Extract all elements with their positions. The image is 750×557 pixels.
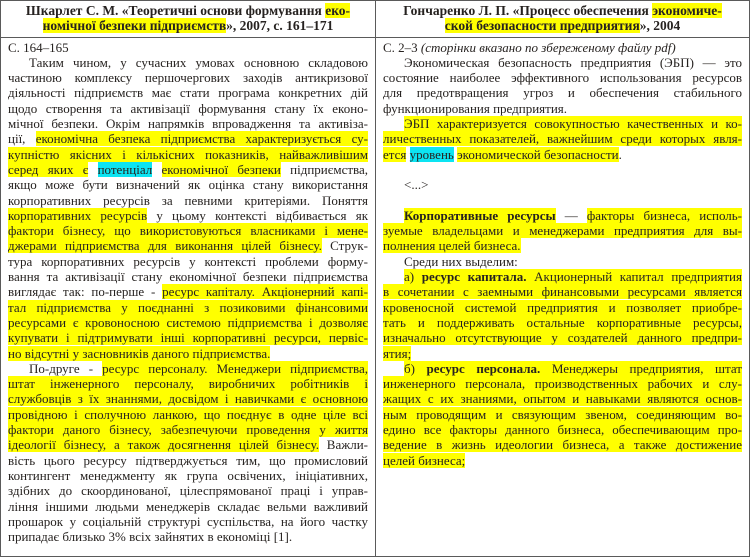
text-run: », 2007, с. 161–171 xyxy=(226,18,334,34)
highlighted-text-run: уровень xyxy=(409,146,454,162)
text-run: С. 2–3 xyxy=(383,39,421,55)
left-body-line xyxy=(8,514,368,529)
left-body-line xyxy=(8,315,368,330)
highlighted-text-run: б) xyxy=(404,360,427,376)
left-body-line xyxy=(8,437,368,452)
right-body-line xyxy=(383,300,742,315)
right-body-line xyxy=(383,116,742,131)
text-run: », 2004 xyxy=(639,18,681,34)
highlighted-text-run: економічна безпека підприємства характеризується су- xyxy=(35,131,369,147)
text-run: По-друге - xyxy=(29,360,103,376)
left-body-line xyxy=(8,391,368,406)
highlighted-text-run: полнения целей бизнеса. xyxy=(383,238,521,254)
highlighted-text-run: ской безопасности предприятия xyxy=(444,18,640,34)
text-run: Шкарлет С. М. «Теоретичні основи формування xyxy=(25,3,326,18)
text-run: Гончаренко Л. П. «Процесс обеспечения xyxy=(403,3,653,18)
text-run: для предотвращения угроз и обеспечения стабильного xyxy=(383,85,742,101)
right-body-line xyxy=(383,162,742,177)
text-run: у цьому контексті відбивається як xyxy=(147,207,369,223)
highlighted-text-run: тал підприємства у поєднанні з позиковими фінансовими xyxy=(8,299,368,315)
highlighted-text-run: кровеносной системой предприятия и позволяет приобре- xyxy=(383,299,742,315)
right-body-line xyxy=(383,269,742,284)
highlighted-text-run: фактори бізнесу, що використовуються власниками і мене- xyxy=(8,223,368,239)
left-body-line xyxy=(8,85,368,100)
right-body-line xyxy=(383,422,742,437)
text-run: С. 164–165 xyxy=(8,39,69,55)
highlighted-text-run: штат інженерного персоналу, виробничих робітників і xyxy=(8,376,368,392)
highlighted-text-run: економічної безпеки xyxy=(161,161,281,177)
highlighted-text-run: джерами підприємства для виконання цілей бізнесу. xyxy=(8,238,322,254)
text-run: ління іншими людьми менеджерів складає вельми важливий xyxy=(8,498,368,514)
highlighted-text-run: ресурсами є кровоносною системою підприємства і дозволяє xyxy=(8,314,368,330)
text-run: вання та активізації стану економічної безпеки підприємства xyxy=(8,269,368,285)
highlighted-text-run: зуемые владельцами и менеджерами предприятия для вы- xyxy=(383,223,742,239)
right-body-line xyxy=(383,131,742,146)
right-body-line xyxy=(383,330,742,345)
left-body-line xyxy=(8,208,368,223)
text-run: Экономическая безопасность предприятия (ЭБП) — это xyxy=(404,54,742,70)
text-run xyxy=(88,162,97,177)
highlighted-text-run: ятия; xyxy=(383,345,412,361)
highlighted-text-run: жащих с их знаниями, опытом и навыками являются основ- xyxy=(383,391,742,407)
highlighted-text-run: потенціал xyxy=(97,161,153,177)
right-body-line xyxy=(383,238,742,253)
right-body-line xyxy=(383,223,742,238)
highlighted-text-run: Корпоративные ресурсы xyxy=(404,207,556,223)
highlighted-text-run: службовців з їх знаннями, досвідом і навичками є основною xyxy=(8,391,368,407)
text-run: діяльності підприємств має стати програма конкретних дій xyxy=(8,85,368,101)
highlighted-text-run: экономической безопасности xyxy=(457,146,619,162)
text-run: щодо створення та активізації формування стану їх еконо- xyxy=(8,100,368,116)
right-source-header xyxy=(376,1,749,38)
left-body-line xyxy=(8,116,368,131)
highlighted-text-run: купністю якісних і кількісних показників, найважливішим xyxy=(8,146,368,162)
right-body-line xyxy=(383,101,742,116)
highlighted-text-run: провідною і сполучною ланкою, що поєднує в одне ціле всі xyxy=(8,406,368,422)
left-body-line xyxy=(8,407,368,422)
highlighted-text-run: ресурс персонала. xyxy=(426,360,541,376)
highlighted-text-run: фактори даного бізнесу, забезпечуючи проведення у життя xyxy=(8,422,368,438)
text-run: підприємства, xyxy=(280,161,369,177)
highlighted-text-run: ресурс капіталу. Акціонерний капі- xyxy=(162,284,368,300)
highlighted-text-run: корпоративних ресурсів xyxy=(8,207,148,223)
left-body-line xyxy=(8,529,368,544)
text-run: частиною комплексу першочергових заходів антикризової xyxy=(8,70,368,86)
left-header-line xyxy=(7,18,369,33)
right-body-line xyxy=(383,85,742,100)
text-run: корпоративних ресурсів за певними критеріями. Поняття xyxy=(8,192,368,208)
left-body-line xyxy=(8,223,368,238)
highlighted-text-run: Акционерный капитал предприятия xyxy=(526,269,742,285)
right-body-line xyxy=(383,284,742,299)
highlighted-text-run: едино все факторы данного бизнеса, обеспечивающим про- xyxy=(383,422,742,438)
left-source-panel xyxy=(1,1,375,556)
left-body-line xyxy=(8,361,368,376)
text-run: ції, xyxy=(8,131,36,147)
left-body-line xyxy=(8,330,368,345)
right-header-line xyxy=(382,18,743,33)
right-header-line xyxy=(382,3,743,18)
highlighted-text-run: Менеджеры предприятия, штат xyxy=(540,360,742,376)
left-body-line xyxy=(8,269,368,284)
highlighted-text-run: ресурс капитала. xyxy=(421,269,527,285)
right-body-line xyxy=(383,193,742,208)
left-body-line xyxy=(8,300,368,315)
text-run xyxy=(152,162,161,177)
highlighted-text-run: ідеології бізнесу, а також досягнення цілей бізнесу. xyxy=(8,437,319,453)
right-body-line xyxy=(383,208,742,223)
right-body-line xyxy=(383,147,742,162)
text-run: Важли- xyxy=(318,437,368,453)
left-body-line xyxy=(8,254,368,269)
right-source-body xyxy=(376,38,749,468)
text-run: Струк- xyxy=(321,238,368,254)
text-run: функционирования предприятия. xyxy=(383,100,568,116)
right-body-line xyxy=(383,70,742,85)
left-body-line xyxy=(8,131,368,146)
left-body-line xyxy=(8,177,368,192)
right-body-line xyxy=(383,40,742,55)
right-body-line xyxy=(383,376,742,391)
highlighted-text-run: изначально отсутствующие у создателей данного предпри- xyxy=(383,330,742,346)
highlighted-text-run: тать и поддерживать остальные корпоративные ресурсы, xyxy=(383,314,742,330)
left-source-header xyxy=(1,1,375,38)
highlighted-text-run: ным проводящим и связующим звеном, соединяющим во- xyxy=(383,406,742,422)
text-run: прошарок у соціальній структурі суспільства, на його частку xyxy=(8,513,368,529)
text-run: состояние наиболее эффективного использования ресурсов xyxy=(383,70,742,86)
highlighted-text-run: ресурс персоналу. Менеджери підприємства, xyxy=(102,360,368,376)
text-run: вість цього ресурсу підтверджується тим, що промисловий xyxy=(8,452,368,468)
left-body-line xyxy=(8,483,368,498)
text-run: Таким чином, у сучасних умовах основною складовою xyxy=(29,54,368,70)
highlighted-text-run: экономиче- xyxy=(652,3,722,18)
right-body-line xyxy=(383,407,742,422)
left-source-body xyxy=(1,38,375,545)
highlighted-text-run: факторы бизнеса, исполь- xyxy=(586,207,743,223)
highlighted-text-run: но відсутні у засновників даного підприємства. xyxy=(8,345,271,361)
text-run: контингент менеджменту як група освічених, ініціативних, xyxy=(8,467,368,483)
right-body-line xyxy=(383,346,742,361)
right-source-panel xyxy=(375,1,749,556)
left-body-line xyxy=(8,284,368,299)
highlighted-text-run: еко- xyxy=(325,3,351,18)
text-run: . xyxy=(618,146,622,162)
highlighted-text-run: целей бизнеса; xyxy=(383,452,466,468)
text-run: (сторінки вказано по збереженому файлу pdf) xyxy=(420,39,676,55)
right-body-line xyxy=(383,55,742,70)
left-body-line xyxy=(8,55,368,70)
left-body-line xyxy=(8,162,368,177)
right-body-line xyxy=(383,361,742,376)
left-body-line xyxy=(8,40,368,55)
text-run: <...> xyxy=(404,177,429,193)
highlighted-text-run: инженерного персонала, производственных рабочих и слу- xyxy=(383,376,742,392)
text-run: Среди них выделим: xyxy=(404,253,518,269)
right-body-line xyxy=(383,315,742,330)
text-run: припадає близько 3% всіх зайнятих в економіці [1]. xyxy=(8,529,293,545)
text-run: здібних до скоординованої, цілеспрямованої праці і управ- xyxy=(8,483,368,499)
left-body-line xyxy=(8,101,368,116)
left-body-line xyxy=(8,238,368,253)
left-body-line xyxy=(8,422,368,437)
left-header-line xyxy=(7,3,369,18)
left-body-line xyxy=(8,468,368,483)
text-run: тура корпоративних ресурсів у контексті проблеми форму- xyxy=(8,253,368,269)
text-run: виглядає так: по-перше - xyxy=(8,284,163,300)
highlighted-text-run: в сочетании с заемными финансовыми ресурсами является xyxy=(383,284,742,300)
left-body-line xyxy=(8,453,368,468)
right-body-line xyxy=(383,453,742,468)
highlighted-text-run: личественных показателей, важнейшим среди которых явля- xyxy=(383,131,742,147)
highlighted-text-run: ЭБП характеризуется совокупностью качественных и ко- xyxy=(404,116,742,132)
highlighted-text-run: ведение в жизнь идеологии бизнеса, а также достижение xyxy=(383,437,742,453)
text-run: мічної безпеки. Окрім напрямків впровадження та активіза- xyxy=(8,116,368,132)
left-body-line xyxy=(8,346,368,361)
highlighted-text-run: серед яких є xyxy=(8,161,89,177)
right-body-line xyxy=(383,254,742,269)
text-run: якщо може бути визначений як оцінка стану використання xyxy=(8,177,368,193)
highlighted-text-run: ется xyxy=(383,146,407,162)
highlighted-text-run: а) xyxy=(404,269,422,285)
left-body-line xyxy=(8,70,368,85)
right-body-line xyxy=(383,177,742,192)
highlighted-text-run: номічної безпеки підприємств xyxy=(42,18,227,34)
left-body-line xyxy=(8,376,368,391)
left-body-line xyxy=(8,147,368,162)
highlighted-text-run: купувати і підтримувати інші корпоративні ресурси, первіс- xyxy=(8,330,368,346)
right-body-line xyxy=(383,437,742,452)
text-run: — xyxy=(555,207,587,223)
right-body-line xyxy=(383,391,742,406)
left-body-line xyxy=(8,193,368,208)
left-body-line xyxy=(8,499,368,514)
